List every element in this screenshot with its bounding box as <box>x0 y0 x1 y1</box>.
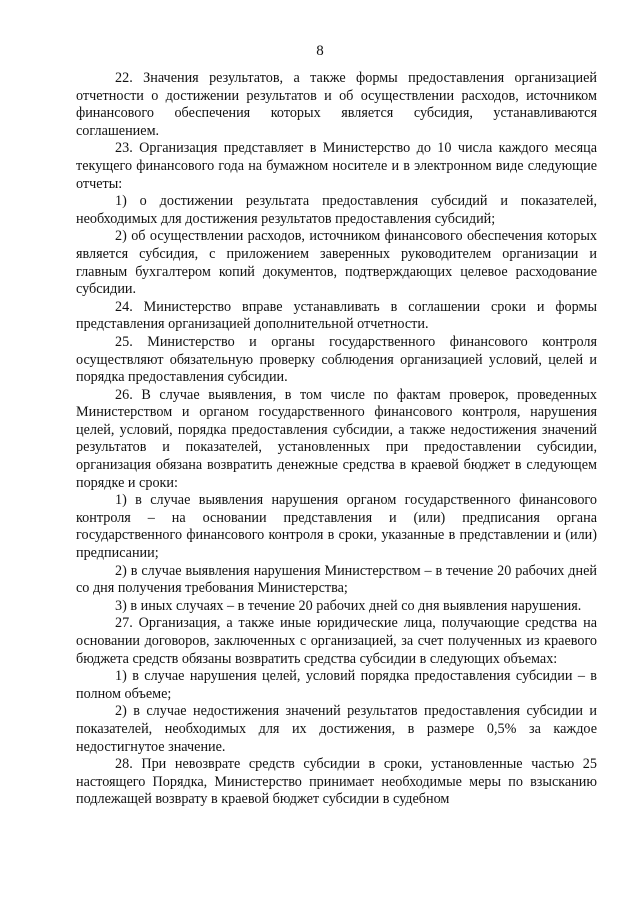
paragraph-27-item-1: 1) в случае нарушения целей, условий порядка предоставления субсидии – в полном объеме; <box>76 668 597 702</box>
paragraph-27: 27. Организация, а также иные юридические лица, получающие средства на основании договоров, заключенных с организацией, за счет полученных из краевого бюджета средств обязаны возвратить средства субсидии в следующих объемах: <box>76 615 597 667</box>
paragraph-26-item-1: 1) в случае выявления нарушения органом государственного финансового контроля – на основании представления и (или) предписания органа государственного финансового контроля в сроки, указанные в представлении и (или) предписании; <box>76 492 597 562</box>
paragraph-26-item-3: 3) в иных случаях – в течение 20 рабочих дней со дня выявления нарушения. <box>115 597 582 614</box>
paragraph-23-item-2: 2) об осуществлении расходов, источником финансового обеспечения которых является субсидия, с приложением заверенных руководителем организации и главным бухгалтером копий документов, подтверждающих целевое расходование субсидии. <box>76 228 597 298</box>
paragraph-27-item-2: 2) в случае недостижения значений результатов предоставления субсидии и показателей, необходимых для их достижения, в размере 0,5% за каждое недостигнутое значение. <box>76 703 597 755</box>
paragraph-22: 22. Значения результатов, а также формы предоставления организацией отчетности о достижении результатов и об осуществлении расходов, источником финансового обеспечения которых является субсидия, устанавливаются соглашением. <box>76 70 597 139</box>
paragraph-25: 25. Министерство и органы государственного финансового контроля осуществляют обязательную проверку соблюдения организацией условий, целей и порядка предоставления субсидии. <box>76 333 597 386</box>
paragraph-23: 23. Организация представляет в Министерство до 10 числа каждого месяца текущего финансового года на бумажном носителе и в электронном виде следующие отчеты: <box>76 140 597 192</box>
paragraph-26: 26. В случае выявления, в том числе по фактам проверок, проведенных Министерством и органом государственного финансового контроля, нарушения целей, условий, порядка предоставления субсидии, а также недостижения значений результатов и показателей, установленных при предоставлении субсидии, организация обязана возвратить денежные средства в краевой бюджет в следующем порядке и сроки: <box>76 386 597 491</box>
paragraph-26-item-2: 2) в случае выявления нарушения Министерством – в течение 20 рабочих дней со дня получения требования Министерства; <box>76 562 597 597</box>
paragraph-28: 28. При невозврате средств субсидии в сроки, установленные частью 25 настоящего Порядка, Министерство принимает необходимые меры по взысканию подлежащей возврату в краевой бюджет субсидии в судебном <box>76 756 597 808</box>
paragraph-23-item-1: 1) о достижении результата предоставления субсидий и показателей, необходимых для достижения результатов предоставления субсидий; <box>76 193 597 227</box>
document-body <box>76 70 597 809</box>
paragraph-24: 24. Министерство вправе устанавливать в соглашении сроки и формы представления организацией дополнительной отчетности. <box>76 298 597 333</box>
page-number: 8 <box>316 43 324 59</box>
